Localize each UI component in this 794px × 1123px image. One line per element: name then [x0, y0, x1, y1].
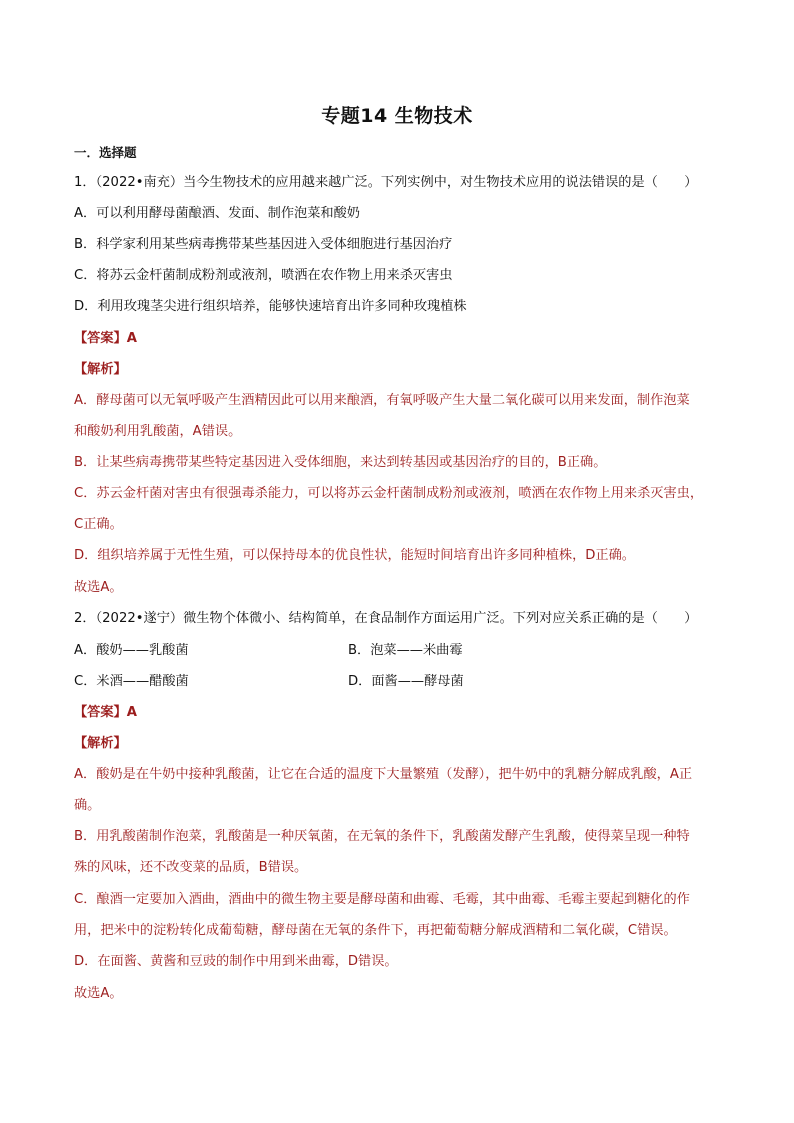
question-1-analysis-line: A．酵母菌可以无氧呼吸产生酒精因此可以用来酿酒，有氧呼吸产生大量二氧化碳可以用来发面，制作泡菜: [74, 393, 690, 408]
question-2-option-c: C．米酒——醋酸菌: [74, 674, 189, 689]
question-2-option-a: A．酸奶——乳酸菌: [74, 643, 189, 658]
page-title: 专题14 生物技术: [321, 105, 473, 127]
question-1-analysis-label: 【解析】: [74, 362, 127, 377]
question-1-conclusion: 故选A。: [74, 580, 123, 595]
question-2-analysis-label: 【解析】: [74, 736, 127, 751]
question-1-answer: 【答案】A: [74, 331, 137, 346]
question-2-analysis-line: A．酸奶是在牛奶中接种乳酸菌，让它在合适的温度下大量繁殖（发酵），把牛奶中的乳糖分解成乳酸，A正: [74, 767, 693, 782]
question-1-option-c: C．将苏云金杆菌制成粉剂或液剂，喷洒在农作物上用来杀灭害虫: [74, 268, 453, 283]
question-2-option-b: B．泡菜——米曲霉: [348, 643, 463, 658]
question-2-analysis-line: B．用乳酸菌制作泡菜，乳酸菌是一种厌氧菌，在无氧的条件下，乳酸菌发酵产生乳酸，使得菜呈现一种特: [74, 829, 690, 844]
section-heading: 一．选择题: [74, 145, 137, 160]
question-1-analysis-line: C．苏云金杆菌对害虫有很强毒杀能力，可以将苏云金杆菌制成粉剂或液剂，喷洒在农作物上用来杀灭害虫，: [74, 486, 704, 501]
question-1-analysis-line: D．组织培养属于无性生殖，可以保持母本的优良性状，能短时间培育出许多同种植株，D正确。: [74, 548, 635, 563]
question-2-option-d: D．面酱——酵母菌: [348, 674, 464, 689]
question-1-analysis-line: B．让某些病毒携带某些特定基因进入受体细胞，来达到转基因或基因治疗的目的，B正确。: [74, 455, 607, 470]
question-2-analysis-line: C．酿酒一定要加入酒曲，酒曲中的微生物主要是酵母菌和曲霉、毛霉，其中曲霉、毛霉主要起到糖化的作: [74, 892, 690, 907]
question-1-stem: 1．（2022•南充）当今生物技术的应用越来越广泛。下列实例中，对生物技术应用的说法错误的是（ ）: [74, 175, 698, 190]
question-2-analysis-line: 用，把米中的淀粉转化成葡萄糖，酵母菌在无氧的条件下，再把葡萄糖分解成酒精和二氧化碳，C错误。: [74, 923, 677, 938]
question-1-analysis-line: 和酸奶利用乳酸菌，A错误。: [74, 424, 242, 439]
question-1-option-a: A．可以利用酵母菌酿酒、发面、制作泡菜和酸奶: [74, 206, 360, 221]
question-1-analysis-line: C正确。: [74, 517, 123, 532]
question-1-option-d: D．利用玫瑰茎尖进行组织培养，能够快速培育出许多同种玫瑰植株: [74, 299, 467, 314]
question-2-analysis-line: 确。: [74, 798, 101, 813]
question-1-option-b: B．科学家利用某些病毒携带某些基因进入受体细胞进行基因治疗: [74, 237, 453, 252]
question-2-stem: 2．（2022•遂宁）微生物个体微小、结构简单，在食品制作方面运用广泛。下列对应关系正确的是（ ）: [74, 611, 698, 626]
question-2-analysis-line: D．在面酱、黄酱和豆豉的制作中用到米曲霉，D错误。: [74, 954, 398, 969]
question-2-answer: 【答案】A: [74, 705, 137, 720]
question-2-analysis-line: 殊的风味，还不改变菜的品质，B错误。: [74, 860, 308, 875]
question-2-conclusion: 故选A。: [74, 986, 123, 1001]
